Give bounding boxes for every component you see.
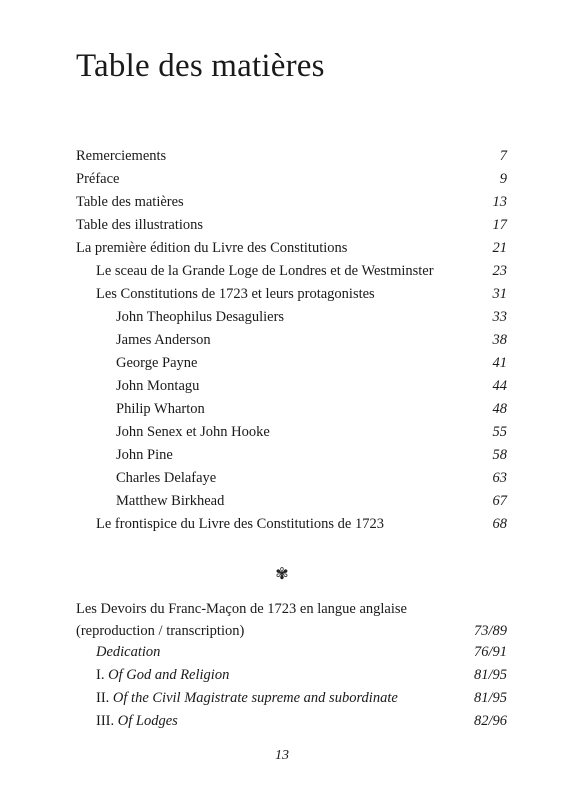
toc-entry-page: 48: [492, 401, 507, 417]
toc-entry: [116, 309, 507, 326]
toc-entry: [76, 194, 507, 211]
toc-entry-prefix: I.: [96, 667, 109, 683]
toc-entry: [96, 516, 507, 533]
toc-entry-page: 55: [492, 424, 507, 440]
toc-entry-prefix: II.: [96, 690, 113, 706]
toc-entry: [76, 217, 507, 234]
toc-entry-label: Le frontispice du Livre des Constitutions de 1723: [96, 516, 384, 532]
toc-entry: [96, 263, 507, 280]
toc-entry-label-wrap: [96, 713, 178, 730]
toc-entry: [116, 493, 507, 510]
toc-entry: [116, 332, 507, 349]
toc-entry: [96, 644, 507, 661]
toc-entry-label: Matthew Birkhead: [116, 493, 225, 509]
toc-entry: [76, 623, 507, 640]
fleuron-ornament-icon: ✾: [275, 566, 289, 583]
toc-entry-label: Les Devoirs du Franc-Maçon de 1723 en langue anglaise: [76, 601, 407, 617]
toc-entry-label: John Pine: [116, 447, 173, 463]
toc-entry-label: John Montagu: [116, 378, 200, 394]
toc-entry: [76, 240, 507, 257]
toc-entry-label: Le sceau de la Grande Loge de Londres et de Westminster: [96, 263, 434, 279]
toc-entry-label: George Payne: [116, 355, 198, 371]
toc-entry-page: 81/95: [473, 667, 507, 683]
toc-entry: [116, 470, 507, 487]
toc-entry-page: 41: [492, 355, 507, 371]
toc-entry-label: John Theophilus Desaguliers: [116, 309, 285, 325]
toc-entry-page: 31: [492, 286, 507, 302]
toc-entry-label-wrap: [96, 667, 229, 684]
toc-entry-page: 73/89: [473, 623, 507, 639]
toc-entry-page: 67: [492, 493, 507, 509]
toc-entry-page: 82/96: [473, 713, 507, 729]
toc-entry-prefix: III.: [96, 713, 118, 729]
toc-entry-label: John Senex et John Hooke: [116, 424, 270, 440]
toc-entry: [76, 148, 507, 165]
toc-entry-label-wrap: [96, 690, 398, 707]
toc-entry-page: 44: [492, 378, 507, 394]
toc-entry-label: Les Constitutions de 1723 et leurs protagonistes: [96, 286, 375, 302]
toc-entry: [116, 424, 507, 441]
toc-entry-label: (reproduction / transcription): [76, 623, 245, 639]
toc-entry-page: 63: [492, 470, 507, 486]
toc-entry-label: La première édition du Livre des Constitutions: [76, 240, 348, 256]
toc-entry-label: Préface: [76, 171, 120, 187]
toc-entry-page: 13: [492, 194, 507, 210]
toc-entry-page: 38: [492, 332, 507, 348]
toc-entry: [96, 286, 507, 303]
toc-entry: [96, 667, 507, 684]
toc-entry: [76, 171, 507, 188]
toc-entry-label: James Anderson: [116, 332, 211, 348]
toc-entry-label: Of Lodges: [117, 713, 178, 729]
toc-entry: [116, 378, 507, 395]
toc-entry: [96, 690, 507, 707]
toc-entry-page: 17: [492, 217, 507, 233]
toc-entry: [116, 401, 507, 418]
toc-entry-label: Charles Delafaye: [116, 470, 217, 486]
page-title: Table des matières: [76, 48, 325, 84]
toc-entry-page: 68: [492, 516, 507, 532]
toc-entry: [96, 713, 507, 730]
toc-entry-label-wrap: [96, 644, 160, 661]
toc-entry-page: 33: [492, 309, 507, 325]
toc-entry: [76, 601, 507, 618]
toc-entry-page: 81/95: [473, 690, 507, 706]
toc-entry-page: 21: [492, 240, 507, 256]
toc-entry-page: 58: [492, 447, 507, 463]
page-number: 13: [275, 748, 289, 763]
toc-entry-label: Table des matières: [76, 194, 184, 210]
toc-entry: [116, 447, 507, 464]
toc-entry-label: Dedication: [96, 644, 161, 660]
toc-entry: [116, 355, 507, 372]
toc-entry-label: Of the Civil Magistrate supreme and subordinate: [112, 690, 398, 706]
toc-entry-label: Table des illustrations: [76, 217, 204, 233]
toc-entry-label: Philip Wharton: [116, 401, 205, 417]
toc-entry-label: Of God and Religion: [108, 667, 230, 683]
toc-entry-label: Remerciements: [76, 148, 167, 164]
toc-entry-page: 9: [499, 171, 507, 187]
toc-entry-page: 76/91: [473, 644, 507, 660]
toc-entry-page: 23: [492, 263, 507, 279]
toc-entry-page: 7: [499, 148, 507, 164]
